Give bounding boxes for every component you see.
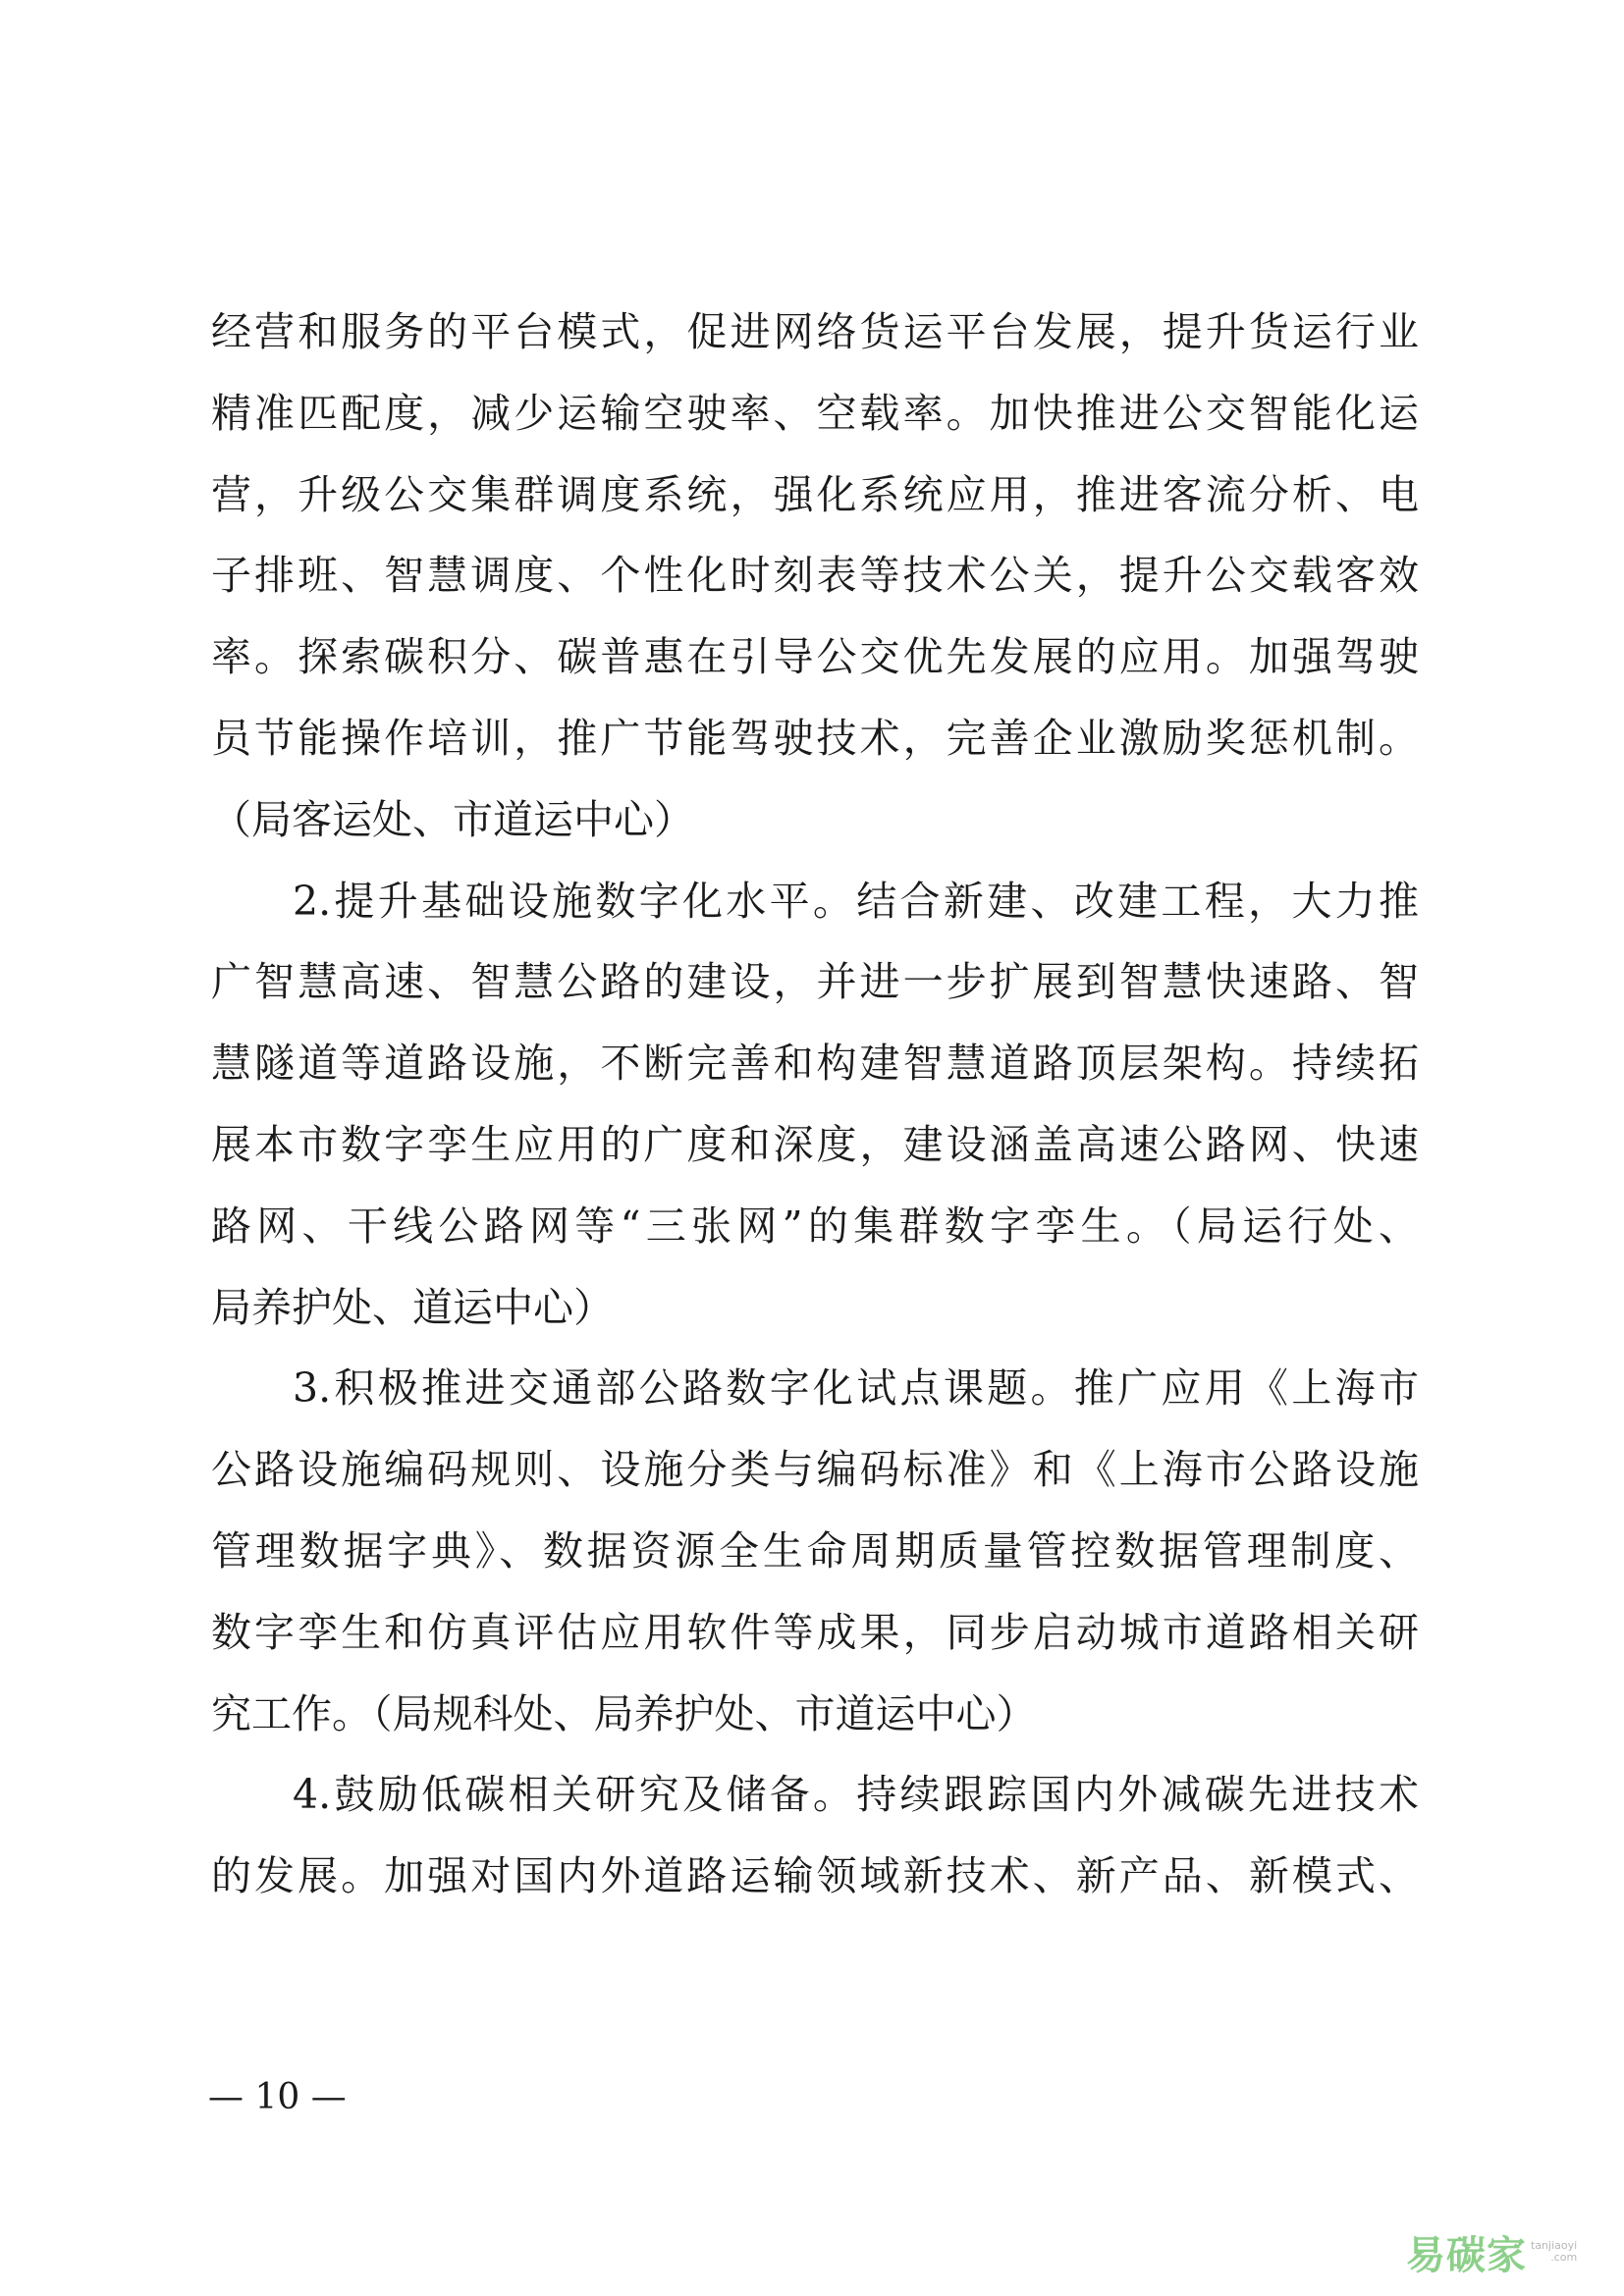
body-text-line: 究工作。（局规科处、局养护处、市道运中心） [211,1690,1037,1737]
paragraph-heading-line: 3.积极推进交通部公路数字化试点课题。推广应用《上海市 [293,1364,1419,1412]
paragraph-heading-line: 2.提升基础设施数字化水平。结合新建、改建工程，大力推 [293,878,1419,925]
watermark-domain-line1: tanjiaoyi [1531,2239,1578,2252]
body-text-line: 数字孪生和仿真评估应用软件等成果，同步启动城市道路相关研 [211,1609,1419,1656]
body-text-line: 员节能操作培训，推广节能驾驶技术，完善企业激励奖惩机制。 [211,715,1419,762]
body-text-line: 的发展。加强对国内外道路运输领域新技术、新产品、新模式、 [211,1852,1419,1899]
watermark-brand: 易碳家 [1406,2232,1527,2278]
body-text-line: 率。探索碳积分、碳普惠在引导公交优先发展的应用。加强驾驶 [211,633,1419,680]
body-text-line: 营，升级公交集群调度系统，强化系统应用，推进客流分析、电 [211,471,1419,518]
body-text-line: 慧隧道等道路设施，不断完善和构建智慧道路顶层架构。持续拓 [211,1040,1419,1087]
body-text-line: 经营和服务的平台模式，促进网络货运平台发展，提升货运行业 [211,308,1419,355]
paragraph-heading-line: 4.鼓励低碳相关研究及储备。持续跟踪国内外减碳先进技术 [293,1771,1419,1818]
page-number: — 10 — [208,2077,347,2117]
body-text-line: 精准匹配度，减少运输空驶率、空载率。加快推进公交智能化运 [211,390,1419,437]
body-text-line: 子排班、智慧调度、个性化时刻表等技术公关，提升公交载客效 [211,552,1419,599]
body-text-line: 路网、干线公路网等“三张网”的集群数字孪生。（局运行处、 [211,1202,1419,1250]
watermark-domain-line2: .com [1550,2251,1578,2264]
body-text-line: （局客运处、市道运中心） [211,796,694,843]
watermark-logo [1406,2224,1593,2279]
body-text-line: 公路设施编码规则、设施分类与编码标准》和《上海市公路设施 [211,1446,1419,1493]
body-text-line: 展本市数字孪生应用的广度和深度，建设涵盖高速公路网、快速 [211,1121,1419,1168]
body-text-line: 管理数据字典》、数据资源全生命周期质量管控数据管理制度、 [211,1527,1419,1575]
watermark-domain [1531,2240,1577,2264]
body-text-line: 局养护处、道运中心） [211,1284,614,1331]
body-text-line: 广智慧高速、智慧公路的建设，并进一步扩展到智慧快速路、智 [211,958,1419,1005]
